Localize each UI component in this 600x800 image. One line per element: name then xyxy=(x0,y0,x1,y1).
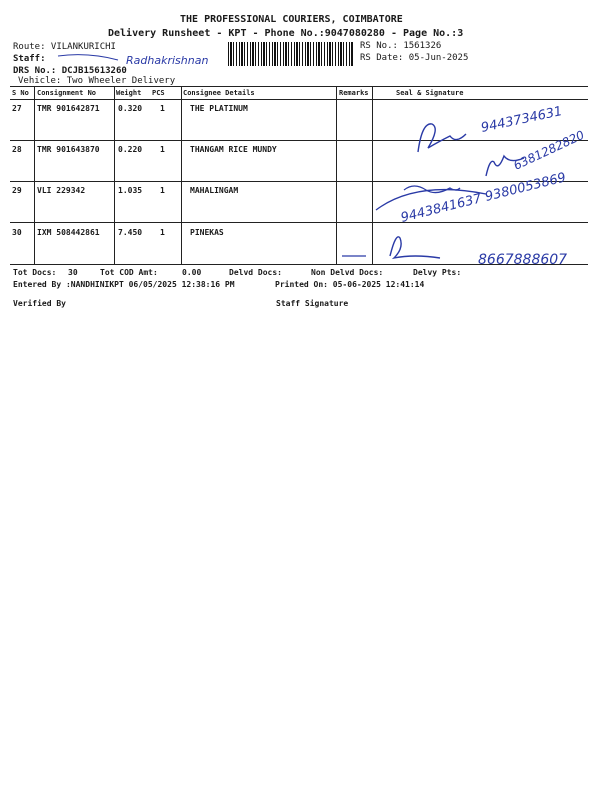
delvd-docs-label: Delvd Docs: xyxy=(229,268,282,277)
signature-29-numbers: 9443841637 9380053869 xyxy=(399,170,568,226)
table-row-consignee: THE PLATINUM xyxy=(190,104,248,113)
signature-28-number: 6381282820 xyxy=(511,127,587,173)
table-row-weight: 0.320 xyxy=(118,104,143,113)
rs-number: RS No.: 1561326 xyxy=(360,41,442,51)
non-delvd-docs-label: Non Delvd Docs: xyxy=(311,268,384,277)
staff-signature-label: Staff Signature xyxy=(276,299,349,308)
table-row-consignee: THANGAM RICE MUNDY xyxy=(190,145,277,154)
vehicle-text: Vehicle: Two Wheeler Delivery xyxy=(18,76,176,86)
drs-number: DRS No.: DCJB15613260 xyxy=(13,66,127,76)
staff-signature-stroke xyxy=(58,55,118,60)
table-row-consignee: PINEKAS xyxy=(190,228,224,237)
table-row-pcs: 1 xyxy=(160,104,165,113)
table-row-pcs: 1 xyxy=(160,186,165,195)
header-weight: Weight xyxy=(116,89,142,97)
tot-docs-value: 30 xyxy=(68,268,78,277)
table-row-weight: 1.035 xyxy=(118,186,143,195)
table-row-pcs: 1 xyxy=(160,145,165,154)
tot-cod-label: Tot COD Amt: xyxy=(100,268,158,277)
header-pcs: PCS xyxy=(152,89,165,97)
staff-label: Staff: xyxy=(13,54,46,64)
tot-docs-label: Tot Docs: xyxy=(13,268,57,277)
tot-cod-value: 0.00 xyxy=(182,268,202,277)
table-row-consignment: TMR 901643870 xyxy=(37,145,100,154)
header-signature: Seal & Signature xyxy=(396,89,464,97)
delvy-pts-label: Delvy Pts: xyxy=(413,268,462,277)
runsheet-title: Delivery Runsheet - KPT - Phone No.:9047080280 - Page No.:3 xyxy=(108,28,464,39)
table-row-consignment: IXM 508442861 xyxy=(37,228,100,237)
table-row-sno: 28 xyxy=(12,145,22,154)
table-row-sno: 29 xyxy=(12,186,22,195)
signature-27-stroke xyxy=(418,124,466,152)
signature-30-stroke xyxy=(390,237,440,258)
header-remarks: Remarks xyxy=(339,89,369,97)
company-title: THE PROFESSIONAL COURIERS, COIMBATORE xyxy=(180,14,403,25)
printed-on: Printed On: 05-06-2025 12:41:14 xyxy=(275,280,425,289)
table-row-weight: 7.450 xyxy=(118,228,143,237)
table-row-consignment: TMR 901642871 xyxy=(37,104,100,113)
header-consignee: Consignee Details xyxy=(183,89,255,97)
header-consignment: Consignment No xyxy=(37,89,97,97)
rs-date: RS Date: 05-Jun-2025 xyxy=(360,53,469,63)
table-row-consignee: MAHALINGAM xyxy=(190,186,239,195)
staff-signature-handwriting: Radhakrishnan xyxy=(126,54,209,67)
table-row-weight: 0.220 xyxy=(118,145,143,154)
table-row-sno: 27 xyxy=(12,104,22,113)
signature-27-number: 9443734631 xyxy=(479,104,564,136)
signature-30-number: 8667888607 xyxy=(478,252,568,268)
route-text: Route: VILANKURICHI xyxy=(13,42,116,52)
table-row-pcs: 1 xyxy=(160,228,165,237)
table-row-consignment: VLI 229342 xyxy=(37,186,86,195)
verified-by-label: Verified By xyxy=(13,299,66,308)
table-row-sno: 30 xyxy=(12,228,22,237)
entered-by: Entered By :NANDHINIKPT 06/05/2025 12:38:16 PM xyxy=(13,280,235,289)
header-sno: S No xyxy=(12,89,29,97)
